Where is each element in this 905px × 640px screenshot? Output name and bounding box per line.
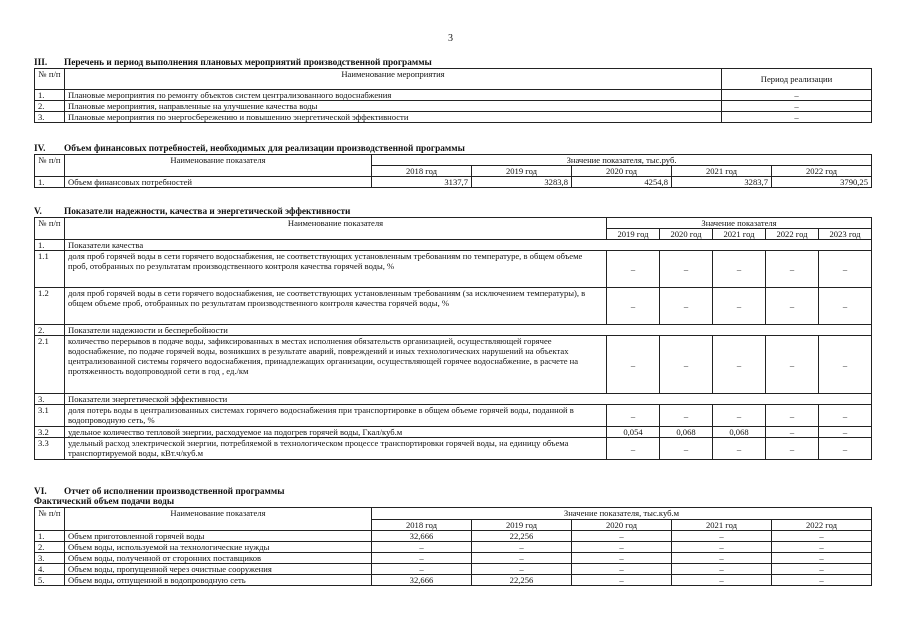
value-cell: – (660, 288, 713, 325)
indicator-name: Объем воды, полученной от сторонних поставщиков (65, 553, 372, 564)
row-number: 3.2 (35, 427, 65, 438)
value-cell: – (766, 336, 819, 394)
value-cell: – (766, 251, 819, 288)
group-row (35, 240, 872, 251)
value-cell: 4254,8 (572, 177, 672, 188)
planned-measures-table (34, 68, 872, 123)
col-header-number: № п/п (35, 155, 65, 177)
value-cell: – (607, 288, 660, 325)
value-cell: – (772, 564, 872, 575)
value-cell: – (766, 427, 819, 438)
year-header: 2022 год (772, 520, 872, 531)
year-header: 2019 год (607, 229, 660, 240)
indicator-name: удельный расход электрической энергии, потребляемой в технологическом процессе транспортировки горячей воды, на единицу объема транспортируемой воды, кВт.ч/куб.м (65, 438, 607, 460)
table-row (35, 575, 872, 586)
value-cell: – (819, 427, 872, 438)
value-cell: – (713, 405, 766, 427)
table-row (35, 251, 872, 288)
value-cell: – (660, 251, 713, 288)
value-cell: 0,068 (713, 427, 766, 438)
group-row (35, 394, 872, 405)
row-number: 2. (35, 101, 65, 112)
table-row (35, 101, 872, 112)
value-cell: – (713, 251, 766, 288)
indicator-name: Объем воды, используемой на технологические нужды (65, 542, 372, 553)
water-supply-volume-table (34, 507, 872, 586)
value-cell: – (672, 553, 772, 564)
col-header-indicator: Наименование показателя (65, 155, 372, 177)
col-header-period: Период реализации (722, 69, 872, 90)
row-number: 2. (35, 542, 65, 553)
value-cell: – (766, 405, 819, 427)
row-number: 1. (35, 531, 65, 542)
section-4-number: IV. (34, 144, 46, 154)
row-number: 1. (35, 240, 65, 251)
table-row (35, 427, 872, 438)
period-value: – (722, 101, 872, 112)
value-cell: – (772, 531, 872, 542)
section-3-title: III. Перечень и период выполнения плановых мероприятий производственной программы (34, 58, 432, 68)
group-name: Показатели качества (65, 240, 872, 251)
year-header: 2021 год (672, 166, 772, 177)
value-cell: 32,666 (372, 531, 472, 542)
table-row (35, 542, 872, 553)
section-6-number: VI. (34, 487, 47, 497)
indicator-name: Объем приготовленной горячей воды (65, 531, 372, 542)
year-header: 2021 год (672, 520, 772, 531)
measure-name: Плановые мероприятия по ремонту объектов систем централизованного водоснабжения (65, 90, 722, 101)
value-cell: – (572, 531, 672, 542)
year-header: 2020 год (660, 229, 713, 240)
value-cell: 3790,25 (772, 177, 872, 188)
group-name: Показатели надежности и бесперебойности (65, 325, 872, 336)
section-3-number: III. (34, 58, 48, 68)
value-cell: – (713, 336, 766, 394)
row-number: 3. (35, 394, 65, 405)
value-cell: – (372, 553, 472, 564)
indicator-name: Объем финансовых потребностей (65, 177, 372, 188)
section-5 (34, 207, 872, 460)
value-cell: – (772, 575, 872, 586)
indicator-name: доля проб горячей воды в сети горячего водоснабжения, не соответствующих установленным требованиям (за исключением температуры), в общем объеме проб, отобранных по результатам производственного контроля качества горячей воды, % (65, 288, 607, 325)
col-header-value: Значение показателя, тыс.куб.м (372, 508, 872, 520)
row-number: 1.1 (35, 251, 65, 288)
value-cell: – (672, 542, 772, 553)
value-cell: – (572, 575, 672, 586)
year-header: 2018 год (372, 520, 472, 531)
indicator-name: Объем воды, пропущенной через очистные сооружения (65, 564, 372, 575)
indicator-name: доля потерь воды в централизованных системах горячего водоснабжения при транспортировке в общем объеме горячей воды, поданной в водопроводную сеть, % (65, 405, 607, 427)
period-value: – (722, 112, 872, 123)
year-header: 2023 год (819, 229, 872, 240)
table-row (35, 177, 872, 188)
indicator-name: удельное количество тепловой энергии, расходуемое на подогрев горячей воды, Гкал/куб.м (65, 427, 607, 438)
value-cell: 32,666 (372, 575, 472, 586)
row-number: 4. (35, 564, 65, 575)
section-5-title: V. Показатели надежности, качества и энергетической эффективности (34, 207, 351, 217)
value-cell: 22,256 (472, 531, 572, 542)
col-header-number: № п/п (35, 218, 65, 240)
row-number: 5. (35, 575, 65, 586)
year-header: 2019 год (472, 520, 572, 531)
indicator-name: Объем воды, отпущенной в водопроводную сеть (65, 575, 372, 586)
value-cell: – (819, 405, 872, 427)
value-cell: 3283,7 (672, 177, 772, 188)
group-name: Показатели энергетической эффективности (65, 394, 872, 405)
value-cell: – (713, 438, 766, 460)
table-row (35, 553, 872, 564)
value-cell: – (772, 542, 872, 553)
value-cell: – (660, 438, 713, 460)
section-5-number: V. (34, 207, 42, 217)
value-cell: 0,054 (607, 427, 660, 438)
year-header: 2022 год (772, 166, 872, 177)
value-cell: – (672, 575, 772, 586)
value-cell: – (766, 288, 819, 325)
year-header: 2018 год (372, 166, 472, 177)
reliability-quality-table (34, 217, 872, 460)
value-cell: – (660, 405, 713, 427)
value-cell: 0,068 (660, 427, 713, 438)
indicator-name: доля проб горячей воды в сети горячего водоснабжения, не соответствующих установленным требованиям по температуре, в общем объеме проб, отобранных по результатам производственного контроля качества горячей воды, % (65, 251, 607, 288)
value-cell: – (607, 405, 660, 427)
value-cell: – (472, 553, 572, 564)
year-header: 2019 год (472, 166, 572, 177)
col-header-value: Значение показателя (607, 218, 872, 229)
table-row (35, 438, 872, 460)
value-cell: – (607, 438, 660, 460)
col-header-number: № п/п (35, 508, 65, 531)
year-header: 2021 год (713, 229, 766, 240)
section-6-title: VI. Отчет об исполнении производственной программы (34, 487, 285, 497)
indicator-name: количество перерывов в подаче воды, зафиксированных в местах исполнения обязательств организацией, осуществляющей горячее водоснабжение, по подаче горячей воды, возникших в результате аварий, повреждений и иных технологических нарушений на объектах централизованной системы горячего водоснабжения, принадлежащих организации, осуществляющей горячее водоснабжение, в расчете на протяженность водопроводной сети в год , ед./км (65, 336, 607, 394)
value-cell: – (372, 564, 472, 575)
col-header-measure: Наименование мероприятия (65, 69, 722, 90)
value-cell: – (607, 336, 660, 394)
value-cell: – (819, 288, 872, 325)
section-4 (34, 144, 872, 188)
value-cell: – (672, 531, 772, 542)
year-header: 2020 год (572, 166, 672, 177)
value-cell: – (472, 564, 572, 575)
group-row (35, 325, 872, 336)
measure-name: Плановые мероприятия, направленные на улучшение качества воды (65, 101, 722, 112)
table-row (35, 531, 872, 542)
col-header-number: № п/п (35, 69, 65, 90)
row-number: 2.1 (35, 336, 65, 394)
table-row (35, 112, 872, 123)
value-cell: – (766, 438, 819, 460)
row-number: 3.3 (35, 438, 65, 460)
value-cell: 22,256 (472, 575, 572, 586)
financial-needs-table (34, 154, 872, 188)
value-cell: – (572, 553, 672, 564)
col-header-indicator: Наименование показателя (65, 218, 607, 240)
row-number: 3.1 (35, 405, 65, 427)
value-cell: – (660, 336, 713, 394)
col-header-value: Значение показателя, тыс.руб. (372, 155, 872, 166)
section-4-title: IV. Объем финансовых потребностей, необходимых для реализации производственной программы (34, 144, 465, 154)
col-header-indicator: Наименование показателя (65, 508, 372, 531)
value-cell: – (372, 542, 472, 553)
section-6-subtitle: Фактический объем подачи воды (34, 497, 175, 507)
value-cell: – (672, 564, 772, 575)
table-row (35, 405, 872, 427)
section-6 (34, 487, 872, 586)
measure-name: Плановые мероприятия по энергосбережению и повышению энергетической эффективности (65, 112, 722, 123)
row-number: 3. (35, 112, 65, 123)
row-number: 1. (35, 90, 65, 101)
year-header: 2022 год (766, 229, 819, 240)
year-header: 2020 год (572, 520, 672, 531)
section-3 (34, 58, 872, 123)
value-cell: – (772, 553, 872, 564)
period-value: – (722, 90, 872, 101)
table-row (35, 90, 872, 101)
value-cell: – (819, 438, 872, 460)
table-row (35, 336, 872, 394)
row-number: 1.2 (35, 288, 65, 325)
value-cell: – (572, 542, 672, 553)
table-row (35, 288, 872, 325)
table-row (35, 564, 872, 575)
page-number: 3 (448, 33, 453, 44)
row-number: 1. (35, 177, 65, 188)
value-cell: – (819, 251, 872, 288)
value-cell: 3283,8 (472, 177, 572, 188)
value-cell: – (607, 251, 660, 288)
value-cell: – (572, 564, 672, 575)
row-number: 3. (35, 553, 65, 564)
value-cell: – (819, 336, 872, 394)
row-number: 2. (35, 325, 65, 336)
value-cell: 3137,7 (372, 177, 472, 188)
value-cell: – (472, 542, 572, 553)
value-cell: – (713, 288, 766, 325)
